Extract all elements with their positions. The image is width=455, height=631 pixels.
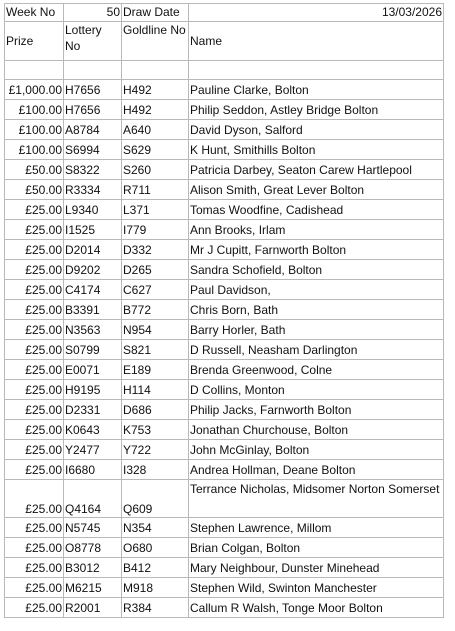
results-sheet <box>4 3 444 618</box>
prize-cell: £25.00 <box>5 400 64 420</box>
table-row <box>5 140 444 160</box>
lottery-no-cell: S8322 <box>64 160 122 180</box>
lottery-no-cell: B3012 <box>64 558 122 578</box>
name-cell: K Hunt, Smithills Bolton <box>189 140 444 160</box>
name-cell: Tomas Woodfine, Cadishead <box>189 200 444 220</box>
table-row <box>5 120 444 140</box>
lottery-no-cell: H7656 <box>64 100 122 120</box>
table-row <box>5 300 444 320</box>
table-row <box>5 480 444 518</box>
name-cell: David Dyson, Salford <box>189 120 444 140</box>
name-cell: Sandra Schofield, Bolton <box>189 260 444 280</box>
table-row <box>5 80 444 100</box>
lottery-no-cell: N5745 <box>64 518 122 538</box>
lottery-no-cell: M6215 <box>64 578 122 598</box>
table-row <box>5 280 444 300</box>
goldline-no-cell: A640 <box>122 120 189 140</box>
prize-cell: £50.00 <box>5 180 64 200</box>
lottery-no-cell: N3563 <box>64 320 122 340</box>
lottery-no-cell: Y2477 <box>64 440 122 460</box>
name-cell: Paul Davidson, <box>189 280 444 300</box>
goldline-no-cell: D265 <box>122 260 189 280</box>
name-cell: Ann Brooks, Irlam <box>189 220 444 240</box>
table-row <box>5 260 444 280</box>
name-cell: Barry Horler, Bath <box>189 320 444 340</box>
lottery-no-cell: B3391 <box>64 300 122 320</box>
prize-cell: £25.00 <box>5 360 64 380</box>
goldline-no-cell: C627 <box>122 280 189 300</box>
prize-cell: £25.00 <box>5 200 64 220</box>
name-cell: Chris Born, Bath <box>189 300 444 320</box>
lottery-no-cell: R3334 <box>64 180 122 200</box>
goldline-no-cell: D332 <box>122 240 189 260</box>
prize-cell: £25.00 <box>5 260 64 280</box>
name-cell: D Collins, Monton <box>189 380 444 400</box>
name-cell: Mr J Cupitt, Farnworth Bolton <box>189 240 444 260</box>
table-row <box>5 578 444 598</box>
prize-cell: £25.00 <box>5 558 64 578</box>
table-row <box>5 160 444 180</box>
table-row <box>5 200 444 220</box>
goldline-no-cell: I328 <box>122 460 189 480</box>
prize-cell: £25.00 <box>5 380 64 400</box>
name-cell: Brian Colgan, Bolton <box>189 538 444 558</box>
draw-date-label: Draw Date <box>122 4 189 22</box>
lottery-no-cell: K0643 <box>64 420 122 440</box>
table-row <box>5 400 444 420</box>
name-cell: Jonathan Churchouse, Bolton <box>189 420 444 440</box>
goldline-no-cell: Q609 <box>122 480 189 518</box>
name-cell: Brenda Greenwood, Colne <box>189 360 444 380</box>
prize-cell: £100.00 <box>5 140 64 160</box>
table-row <box>5 100 444 120</box>
prize-cell: £1,000.00 <box>5 80 64 100</box>
table-row <box>5 180 444 200</box>
table-row <box>5 598 444 618</box>
prize-cell: £25.00 <box>5 460 64 480</box>
lottery-no-cell: H7656 <box>64 80 122 100</box>
lottery-no-cell: Q4164 <box>64 480 122 518</box>
lottery-no-cell: A8784 <box>64 120 122 140</box>
goldline-no-cell: K753 <box>122 420 189 440</box>
table-row <box>5 380 444 400</box>
goldline-no-cell: R711 <box>122 180 189 200</box>
table-row <box>5 340 444 360</box>
table-row <box>5 440 444 460</box>
name-cell: Patricia Darbey, Seaton Carew Hartlepool <box>189 160 444 180</box>
results-table <box>4 3 444 618</box>
goldline-no-cell: B772 <box>122 300 189 320</box>
goldline-no-cell: H114 <box>122 380 189 400</box>
draw-date-value: 13/03/2026 <box>189 4 444 22</box>
name-cell: Alison Smith, Great Lever Bolton <box>189 180 444 200</box>
name-cell: Mary Neighbour, Dunster Minehead <box>189 558 444 578</box>
goldline-no-cell: S629 <box>122 140 189 160</box>
goldline-no-cell: N954 <box>122 320 189 340</box>
lottery-no-cell: H9195 <box>64 380 122 400</box>
goldline-no-cell: N354 <box>122 518 189 538</box>
name-cell: Andrea Hollman, Deane Bolton <box>189 460 444 480</box>
lottery-no-cell: S6994 <box>64 140 122 160</box>
lottery-no-cell: O8778 <box>64 538 122 558</box>
lottery-no-cell: L9340 <box>64 200 122 220</box>
lottery-no-header: Lottery No <box>64 22 122 61</box>
goldline-no-cell: R384 <box>122 598 189 618</box>
prize-cell: £25.00 <box>5 320 64 340</box>
name-cell: Philip Seddon, Astley Bridge Bolton <box>189 100 444 120</box>
table-row <box>5 220 444 240</box>
week-row <box>5 4 444 22</box>
table-row <box>5 360 444 380</box>
lottery-no-cell: C4174 <box>64 280 122 300</box>
goldline-no-cell: I779 <box>122 220 189 240</box>
lottery-no-cell: E0071 <box>64 360 122 380</box>
name-cell: Terrance Nicholas, Midsomer Norton Somerset <box>189 480 444 518</box>
week-label: Week No <box>5 4 64 22</box>
prize-cell: £25.00 <box>5 440 64 460</box>
goldline-no-cell: M918 <box>122 578 189 598</box>
table-row <box>5 320 444 340</box>
name-cell: Stephen Lawrence, Millom <box>189 518 444 538</box>
name-header: Name <box>189 22 444 61</box>
lottery-no-cell: S0799 <box>64 340 122 360</box>
table-row <box>5 518 444 538</box>
prize-cell: £25.00 <box>5 420 64 440</box>
name-cell: Callum R Walsh, Tonge Moor Bolton <box>189 598 444 618</box>
prize-cell: £50.00 <box>5 160 64 180</box>
name-cell: John McGinlay, Bolton <box>189 440 444 460</box>
goldline-no-cell: S821 <box>122 340 189 360</box>
prize-cell: £25.00 <box>5 598 64 618</box>
goldline-no-cell: D686 <box>122 400 189 420</box>
prize-cell: £25.00 <box>5 300 64 320</box>
goldline-no-cell: B412 <box>122 558 189 578</box>
prize-cell: £25.00 <box>5 538 64 558</box>
prize-cell: £25.00 <box>5 518 64 538</box>
lottery-no-cell: D2014 <box>64 240 122 260</box>
prize-cell: £25.00 <box>5 240 64 260</box>
column-header-row <box>5 22 444 61</box>
goldline-no-cell: O680 <box>122 538 189 558</box>
table-row <box>5 240 444 260</box>
lottery-no-cell: D2331 <box>64 400 122 420</box>
prize-cell: £25.00 <box>5 280 64 300</box>
name-cell: Stephen Wild, Swinton Manchester <box>189 578 444 598</box>
prize-cell: £25.00 <box>5 340 64 360</box>
prize-header: Prize <box>5 22 64 61</box>
lottery-no-cell: I6680 <box>64 460 122 480</box>
lottery-no-cell: R2001 <box>64 598 122 618</box>
prize-cell: £25.00 <box>5 480 64 518</box>
goldline-no-cell: L371 <box>122 200 189 220</box>
goldline-no-cell: Y722 <box>122 440 189 460</box>
name-cell: D Russell, Neasham Darlington <box>189 340 444 360</box>
name-cell: Pauline Clarke, Bolton <box>189 80 444 100</box>
goldline-no-cell: H492 <box>122 80 189 100</box>
week-value: 50 <box>64 4 122 22</box>
lottery-no-cell: I1525 <box>64 220 122 240</box>
goldline-no-cell: S260 <box>122 160 189 180</box>
goldline-no-cell: E189 <box>122 360 189 380</box>
prize-cell: £25.00 <box>5 578 64 598</box>
lottery-no-cell: D9202 <box>64 260 122 280</box>
table-row <box>5 420 444 440</box>
blank-row <box>5 61 444 80</box>
goldline-no-cell: H492 <box>122 100 189 120</box>
table-row <box>5 538 444 558</box>
name-cell: Philip Jacks, Farnworth Bolton <box>189 400 444 420</box>
goldline-no-header: Goldline No <box>122 22 189 61</box>
table-row <box>5 558 444 578</box>
table-row <box>5 460 444 480</box>
prize-cell: £100.00 <box>5 100 64 120</box>
prize-cell: £25.00 <box>5 220 64 240</box>
prize-cell: £100.00 <box>5 120 64 140</box>
